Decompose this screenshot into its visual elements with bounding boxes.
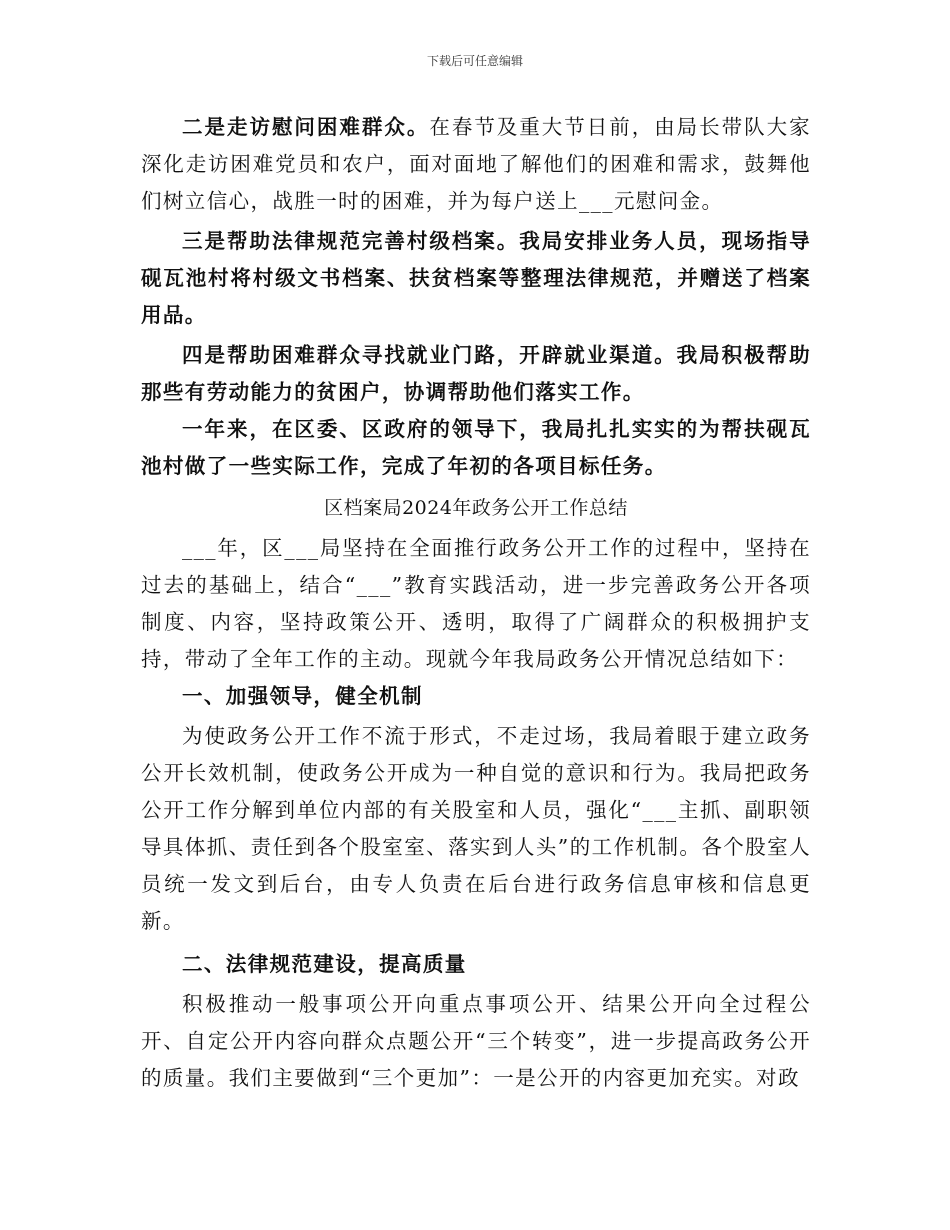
paragraph-visit-needy xyxy=(141,109,811,220)
paragraph-lead-bold: 二是走访慰问困难群众。 xyxy=(182,115,430,139)
paragraph-mechanism: 为使政务公开工作不流于形式，不走过场，我局着眼于建立政务公开长效机制，使政务公开成为一种自觉的意识和行为。我局把政务公开工作分解到单位内部的有关股室和人员，强化“___主抓、副职领导具体抓、责任到各个股室室、落实到人头”的工作机制。各个股室人员统一发文到后台，由专人负责在后台进行政务信息审核和信息更新。 xyxy=(141,724,811,933)
paragraph-year-summary: 一年来，在区委、区政府的领导下，我局扎扎实实的为帮扶砚瓦池村做了一些实际工作，完成了年初的各项目标任务。 xyxy=(141,417,811,478)
document-body xyxy=(141,109,811,1097)
page-header-note: 下载后可任意编辑 xyxy=(426,54,523,68)
document-title: 区档案局2024年政务公开工作总结 xyxy=(324,497,628,519)
paragraph-archive-help: 三是帮助法律规范完善村级档案。我局安排业务人员，现场指导砚瓦池村将村级文书档案、扶贫档案等整理法律规范，并赠送了档案用品。 xyxy=(141,229,811,327)
paragraph-text: 在春节及重大节日前，由局长带队大家深化走访困难党员和农户，面对面地了解他们的困难和需求，鼓舞他们树立信心，战胜一时的困难，并为每户送上___元慰问金。 xyxy=(141,115,811,213)
paragraph-employment-help: 四是帮助困难群众寻找就业门路，开辟就业渠道。我局积极帮助那些有劳动能力的贫困户，协调帮助他们落实工作。 xyxy=(141,343,811,404)
paragraph-intro: ___年，区___局坚持在全面推行政务公开工作的过程中，坚持在过去的基础上，结合“___”教育实践活动，进一步完善政务公开各项制度、内容，坚持政策公开、透明，取得了广阔群众的积极拥护支持，带动了全年工作的主动。现就今年我局政务公开情况总结如下： xyxy=(141,536,811,671)
paragraph-quality: 积极推动一般事项公开向重点事项公开、结果公开向全过程公开、自定公开内容向群众点题公开“三个转变”，进一步提高政务公开的质量。我们主要做到“三个更加”：一是公开的内容更加充实。对政 xyxy=(141,992,811,1090)
section-heading-leadership: 一、加强领导，健全机制 xyxy=(182,684,423,708)
section-heading-quality: 二、法律规范建设，提高质量 xyxy=(182,952,467,976)
